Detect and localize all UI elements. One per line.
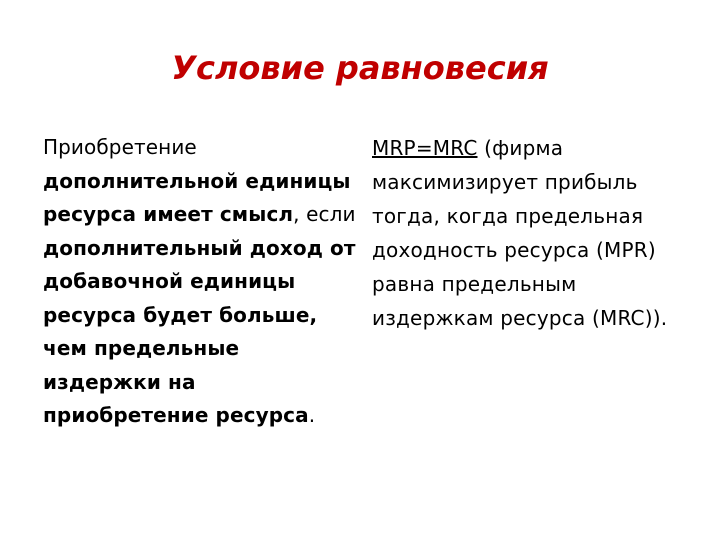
slide-title: Условие равновесия bbox=[171, 49, 549, 87]
left-text-bold-2: дополнительный доход от добавочной единицы ресурса будет больше, чем предельные издержки на приобретение ресурса bbox=[43, 235, 356, 427]
left-text-connector: , если bbox=[293, 202, 356, 226]
left-text-intro: Приобретение bbox=[43, 135, 197, 159]
left-text-period: . bbox=[308, 403, 316, 427]
left-text-bold-1: дополнительной единицы ресурса имеет смысл bbox=[43, 168, 351, 226]
left-text-block bbox=[43, 131, 363, 433]
formula-mrp-mrc: MRP=MRC bbox=[372, 136, 478, 160]
formula-explanation: (фирма максимизирует прибыль тогда, когда предельная доходность ресурса (MPR) равна предельным издержкам ресурса (MRC)). bbox=[372, 136, 668, 330]
right-text-block bbox=[372, 131, 702, 335]
